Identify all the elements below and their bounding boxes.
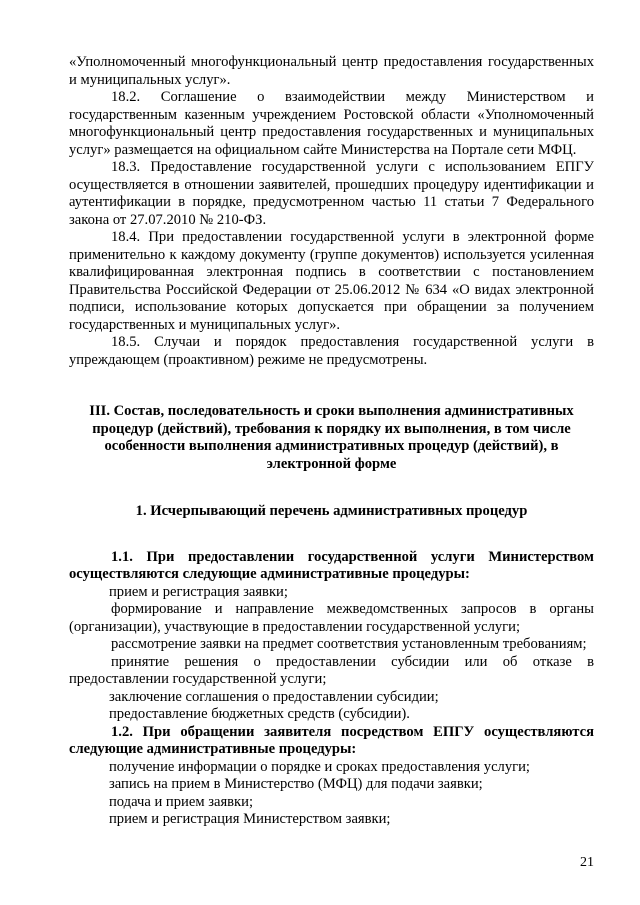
item-1-1-entry: принятие решения о предоставлении субсидии или об отказе в предоставлении государственной услуги; [69,653,594,687]
item-1-1-entry: прием и регистрация заявки; [109,583,288,600]
paragraph-continuation: «Уполномоченный многофункциональный центр предоставления государственных и муниципальных услуг». [69,54,594,88]
item-1-2-entry: получение информации о порядке и сроках предоставления услуги; [109,758,530,775]
paragraph-18-2: 18.2. Соглашение о взаимодействии между Министерством и государственным казенным учреждением Ростовской области «Уполномоченный многофункциональный центр предоставления государственных и муниципальных услуг» размещается на официальном сайте Министерства на Портале сети МФЦ. [69,89,594,158]
paragraph-18-4: 18.4. При предоставлении государственной услуги в электронной форме применительно к каждому документу (группе документов) используется усиленная квалифицированная электронная подпись в соответствии с постановлением Правительства Российской Федерации от 25.06.2012 № 634 «О видах электронной подписи, использование которых допускается при обращении за получением государственных и муниципальных услуг». [69,229,594,333]
item-1-1-heading: 1.1. При предоставлении государственной услуги Министерством осуществляются следующие административные процедуры: [69,548,594,582]
item-1-1-entry: рассмотрение заявки на предмет соответствия установленным требованиям; [111,636,587,652]
item-1-2-entry: прием и регистрация Министерством заявки; [109,811,391,827]
item-1-1-entry: формирование и направление межведомственных запросов в органы (организации), участвующие в предоставлении государственной услуги; [69,601,594,635]
paragraph-18-5: 18.5. Случаи и порядок предоставления государственной услуги в упреждающем (проактивном) режиме не предусмотрены. [69,334,594,368]
item-1-2-entry: запись на прием в Министерство (МФЦ) для подачи заявки; [109,776,483,792]
item-1-2-entry: подача и прием заявки; [109,793,254,810]
page-number: 21 [580,855,594,870]
paragraph-18-3: 18.3. Предоставление государственной услуги с использованием ЕПГУ осуществляется в отношении заявителей, прошедших процедуру идентификации и аутентификации в порядке, предусмотренном частью 11 статьи 7 Федерального закона от 27.07.2010 № 210-ФЗ. [69,159,594,228]
subsection-title: 1. Исчерпывающий перечень административных процедур [135,503,528,519]
item-1-1-entry: заключение соглашения о предоставлении субсидии; [109,688,439,705]
item-1-2-heading: 1.2. При обращении заявителя посредством ЕПГУ осуществляются следующие административные процедуры: [69,723,594,757]
section-title: III. Состав, последовательность и сроки выполнения административных процедур (действий), требования к порядку их выполнения, в том числе особенности выполнения административных процедур (действий), в электронной форме [89,403,574,472]
item-1-1-entry: предоставление бюджетных средств (субсидии). [109,706,410,722]
